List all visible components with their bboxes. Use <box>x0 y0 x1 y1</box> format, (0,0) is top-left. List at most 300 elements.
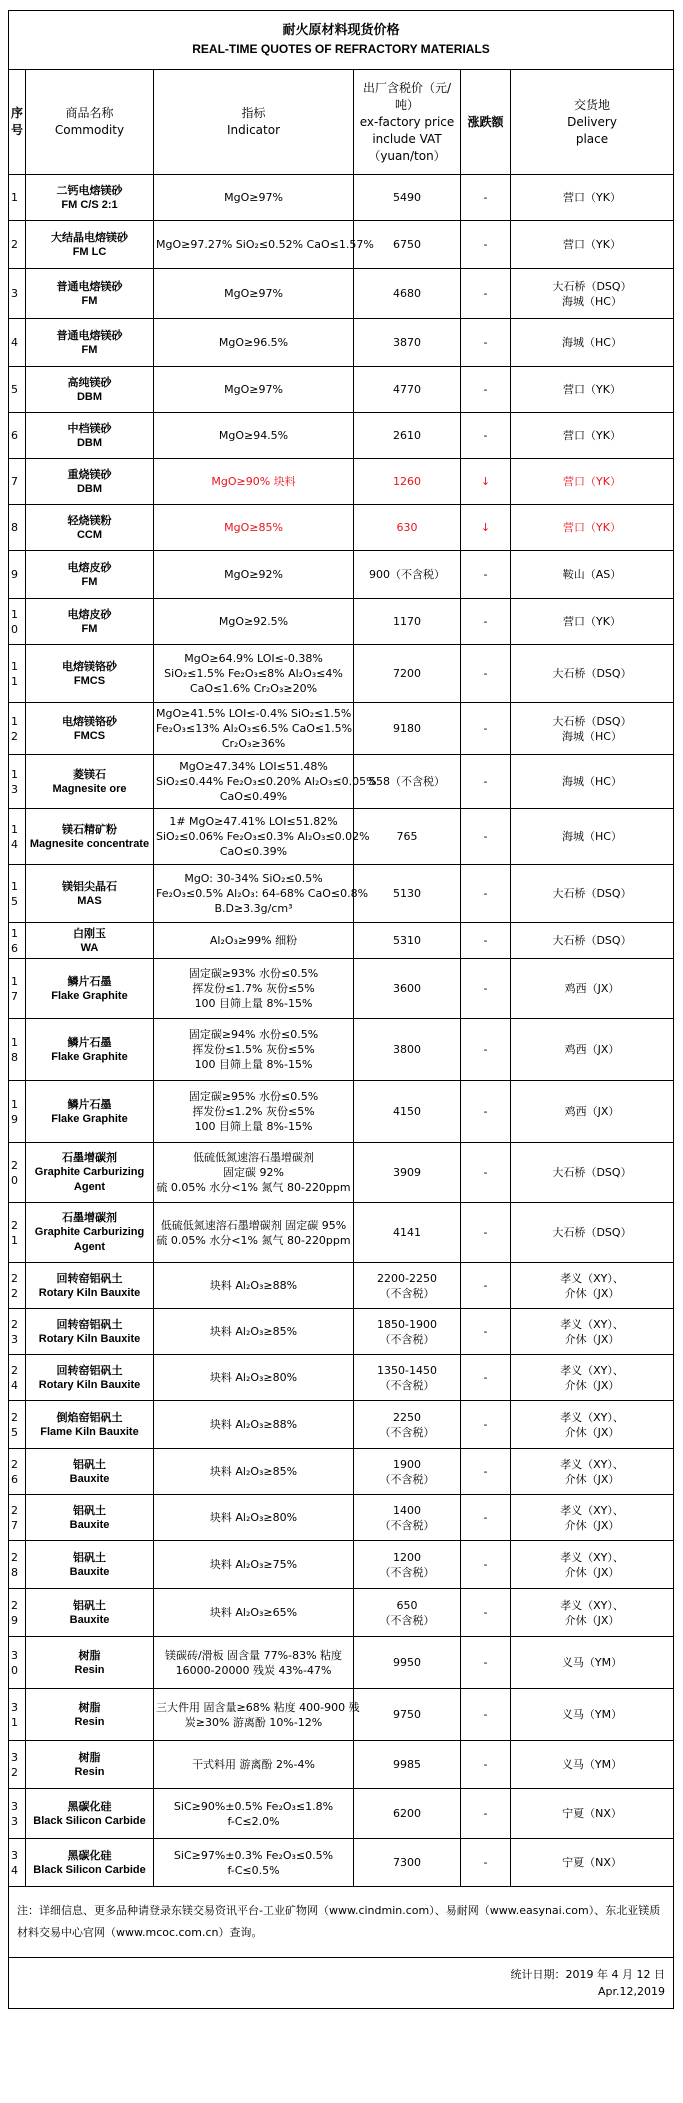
indicator-line: MgO≥97% <box>224 383 283 396</box>
commodity-name-cn: 普通电熔镁砂 <box>56 279 123 293</box>
row-number: 18 <box>9 1019 26 1081</box>
table-row <box>9 703 674 755</box>
row-number: 23 <box>9 1309 26 1355</box>
price-cell <box>354 1839 461 1887</box>
delivery-line: 大石桥（DSQ） <box>552 1166 632 1179</box>
commodity-name-en: Black Silicon Carbide <box>33 1814 146 1827</box>
commodity-cell <box>26 1263 154 1309</box>
price-line: （不含税） <box>379 1332 435 1346</box>
commodity-name-cn: 铝矾土 <box>73 1598 106 1612</box>
commodity-name-en: Graphite Carburizing Agent <box>34 1226 145 1253</box>
delivery-line: 孝义（XY）、 <box>560 1457 624 1471</box>
indicator-cell <box>154 367 354 413</box>
indicator-line: 100 目筛上量 8%-15% <box>194 997 313 1010</box>
indicator-line: 干式料用 游离酚 2%-4% <box>192 1758 315 1771</box>
header-delivery <box>511 70 674 175</box>
commodity-cell <box>26 269 154 319</box>
footer-date-en: Apr.12,2019 <box>598 1985 666 1998</box>
row-number: 31 <box>9 1689 26 1741</box>
indicator-line: 1# MgO≥47.41% LOI≤51.82% <box>169 815 338 828</box>
delivery-cell <box>511 319 674 367</box>
commodity-cell <box>26 1355 154 1401</box>
table-row <box>9 1081 674 1143</box>
commodity-name-cn: 电熔皮砂 <box>67 607 112 621</box>
table-row <box>9 1839 674 1887</box>
commodity-name-en: DBM <box>76 390 103 403</box>
commodity-cell <box>26 1401 154 1449</box>
indicator-line: Fe₂O₃≤0.5% Al₂O₃: 64-68% CaO≤0.8% <box>156 887 369 900</box>
delivery-line: 营口（YK） <box>563 615 621 628</box>
table-row <box>9 1401 674 1449</box>
commodity-name-cn: 电熔皮砂 <box>67 560 112 574</box>
table-row <box>9 1541 674 1589</box>
row-number: 26 <box>9 1449 26 1495</box>
indicator-line: SiC≥97%±0.3% Fe₂O₃≤0.5% <box>173 1848 334 1862</box>
commodity-name-cn: 回转窑铝矾土 <box>56 1271 123 1285</box>
commodity-name-en: Resin <box>74 1765 105 1778</box>
indicator-line: B.D≥3.3g/cm³ <box>214 902 293 915</box>
price-line: 4680 <box>393 287 421 300</box>
header-indicator-en: Indicator <box>226 123 281 137</box>
price-line: （不含税） <box>379 1472 435 1486</box>
indicator-line: Cr₂O₃≥36% <box>221 737 286 750</box>
change-cell: - <box>461 367 511 413</box>
commodity-name-en: MAS <box>77 894 102 907</box>
indicator-line: 100 目筛上量 8%-15% <box>194 1058 313 1071</box>
indicator-line: MgO≥97% <box>224 191 283 204</box>
indicator-cell <box>154 1449 354 1495</box>
table-row <box>9 959 674 1019</box>
row-number: 22 <box>9 1263 26 1309</box>
change-cell: - <box>461 175 511 221</box>
indicator-cell <box>154 221 374 269</box>
indicator-cell <box>154 1143 354 1203</box>
price-line: 1260 <box>393 475 421 488</box>
price-cell <box>354 1689 461 1741</box>
header-price <box>354 70 461 175</box>
delivery-line: 宁夏（NX） <box>562 1807 622 1820</box>
indicator-line: MgO≥85% <box>224 521 283 534</box>
delivery-line: 介休（JX） <box>564 1518 620 1532</box>
header-delivery-en: place <box>575 131 609 146</box>
commodity-name-en: FM LC <box>72 245 107 258</box>
commodity-cell <box>26 959 154 1019</box>
header-price-line: include VAT <box>372 131 442 146</box>
commodity-cell <box>26 703 154 755</box>
change-cell: - <box>461 1637 511 1689</box>
delivery-cell <box>511 413 674 459</box>
footer-date <box>9 1958 674 2009</box>
delivery-cell <box>511 1495 674 1541</box>
header-indicator <box>154 70 354 175</box>
indicator-line: 固定碳 92% <box>223 1166 284 1179</box>
header-commodity-cn: 商品名称 <box>65 106 114 120</box>
indicator-line: MgO≥90% 块料 <box>211 475 296 488</box>
indicator-line: MgO≥97.27% SiO₂≤0.52% CaO≤1.57% <box>156 238 374 251</box>
commodity-name-cn: 树脂 <box>78 1700 101 1714</box>
table-row <box>9 1355 674 1401</box>
commodity-cell <box>26 1495 154 1541</box>
commodity-name-cn: 镁石精矿粉 <box>62 822 117 836</box>
indicator-cell <box>154 1495 354 1541</box>
commodity-name-en: FM <box>81 622 98 635</box>
header-row <box>9 70 674 175</box>
commodity-name-en: Flame Kiln Bauxite <box>40 1425 139 1438</box>
price-line: 3870 <box>393 336 421 349</box>
indicator-cell <box>154 459 354 505</box>
table-title <box>9 11 674 70</box>
indicator-line: 硫 0.05% 水分<1% 氮气 80-220ppm <box>156 1233 351 1247</box>
change-cell: - <box>461 755 511 809</box>
change-cell: - <box>461 1355 511 1401</box>
indicator-line: SiO₂≤1.5% Fe₂O₃≤8% Al₂O₃≤4% <box>164 667 343 680</box>
commodity-cell <box>26 599 154 645</box>
indicator-line: 挥发份≤1.5% 灰份≤5% <box>192 1043 315 1056</box>
delivery-cell <box>511 1839 674 1887</box>
indicator-cell <box>154 755 377 809</box>
commodity-cell <box>26 221 154 269</box>
delivery-line: 大石桥（DSQ） <box>552 279 632 293</box>
table-row <box>9 319 674 367</box>
price-sheet <box>8 10 673 2009</box>
change-cell: - <box>461 1741 511 1789</box>
delivery-cell <box>511 1019 674 1081</box>
commodity-name-cn: 菱镁石 <box>73 767 106 781</box>
commodity-cell <box>26 1839 154 1887</box>
delivery-cell <box>511 599 674 645</box>
change-cell: - <box>461 923 511 959</box>
commodity-cell <box>26 1081 154 1143</box>
indicator-line: f-C≤0.5% <box>227 1863 280 1877</box>
change-cell: - <box>461 269 511 319</box>
commodity-name-en: DBM <box>76 436 103 449</box>
delivery-cell <box>511 1689 674 1741</box>
delivery-line: 鸡西（JX） <box>564 1105 620 1118</box>
price-line: 4770 <box>393 383 421 396</box>
delivery-cell <box>511 551 674 599</box>
delivery-line: 鸡西（JX） <box>564 1043 620 1056</box>
change-cell: ↓ <box>461 505 511 551</box>
indicator-line: 块料 Al₂O₃≥88% <box>209 1279 298 1292</box>
commodity-cell <box>26 1637 154 1689</box>
indicator-line: 块料 Al₂O₃≥85% <box>209 1465 298 1478</box>
indicator-line: MgO: 30-34% SiO₂≤0.5% <box>184 872 323 885</box>
delivery-line: 孝义（XY）、 <box>560 1363 624 1377</box>
row-number: 1 <box>9 175 26 221</box>
table-row <box>9 923 674 959</box>
price-line: 5310 <box>393 934 421 947</box>
delivery-cell <box>511 1541 674 1589</box>
indicator-line: CaO≤0.39% <box>219 845 288 858</box>
price-cell <box>354 1355 461 1401</box>
commodity-name-cn: 电熔镁铬砂 <box>62 714 117 728</box>
price-cell <box>354 413 461 459</box>
commodity-name-en: Bauxite <box>69 1518 110 1531</box>
commodity-cell <box>26 1741 154 1789</box>
row-number: 9 <box>9 551 26 599</box>
indicator-cell <box>154 1741 354 1789</box>
commodity-name-cn: 鳞片石墨 <box>67 1097 112 1111</box>
delivery-line: 介休（JX） <box>564 1286 620 1300</box>
row-number: 3 <box>9 269 26 319</box>
table-row <box>9 221 674 269</box>
commodity-name-en: Resin <box>74 1663 105 1676</box>
indicator-cell <box>154 413 354 459</box>
price-cell <box>354 599 461 645</box>
change-cell: - <box>461 1143 511 1203</box>
indicator-line: 16000-20000 残炭 43%-47% <box>175 1663 332 1677</box>
price-line: 9985 <box>393 1758 421 1771</box>
commodity-name-en: CCM <box>76 528 103 541</box>
price-line: 1350-1450 <box>377 1363 437 1377</box>
indicator-line: SiO₂≤0.44% Fe₂O₃≤0.20% Al₂O₃≤0.05% <box>156 775 377 788</box>
commodity-cell <box>26 923 154 959</box>
indicator-cell <box>154 1589 354 1637</box>
change-cell: - <box>461 1449 511 1495</box>
delivery-cell <box>511 703 674 755</box>
price-line: 6200 <box>393 1807 421 1820</box>
indicator-cell <box>154 599 354 645</box>
indicator-line: 硫 0.05% 水分<1% 氮气 80-220ppm <box>156 1181 351 1194</box>
commodity-name-cn: 鳞片石墨 <box>67 974 112 988</box>
price-line: 7300 <box>393 1856 421 1869</box>
delivery-line: 介休（JX） <box>564 1378 620 1392</box>
commodity-cell <box>26 505 154 551</box>
indicator-line: 低硫低氮速溶石墨增碳剂 固定碳 95% <box>160 1218 347 1232</box>
indicator-line: MgO≥64.9% LOI≤-0.38% <box>184 652 323 665</box>
table-row <box>9 1143 674 1203</box>
commodity-name-en: Graphite Carburizing Agent <box>34 1166 145 1193</box>
row-number: 13 <box>9 755 26 809</box>
change-cell: - <box>461 1019 511 1081</box>
delivery-line: 介休（JX） <box>564 1332 620 1346</box>
price-cell <box>354 1495 461 1541</box>
row-number: 20 <box>9 1143 26 1203</box>
price-cell <box>354 1449 461 1495</box>
price-line: 1850-1900 <box>377 1317 437 1331</box>
indicator-line: 块料 Al₂O₃≥80% <box>209 1371 298 1384</box>
table-row <box>9 1309 674 1355</box>
change-cell: - <box>461 1203 511 1263</box>
indicator-cell <box>154 923 354 959</box>
delivery-line: 营口（YK） <box>563 521 621 534</box>
delivery-line: 义马（YM） <box>561 1758 623 1771</box>
row-number: 28 <box>9 1541 26 1589</box>
delivery-line: 义马（YM） <box>561 1656 623 1669</box>
price-line: 3800 <box>393 1043 421 1056</box>
price-line: 765 <box>396 830 418 843</box>
indicator-cell <box>154 551 354 599</box>
commodity-name-en: Flake Graphite <box>51 1050 128 1063</box>
commodity-name-cn: 石墨增碳剂 <box>62 1211 117 1224</box>
commodity-name-cn: 树脂 <box>78 1750 101 1764</box>
change-cell: - <box>461 865 511 923</box>
commodity-cell <box>26 1143 154 1203</box>
commodity-name-cn: 树脂 <box>78 1648 101 1662</box>
commodity-name-en: DBM <box>76 482 103 495</box>
delivery-cell <box>511 1449 674 1495</box>
price-cell <box>354 367 461 413</box>
commodity-name-cn: 白刚玉 <box>73 926 106 940</box>
delivery-line: 大石桥（DSQ） <box>552 714 632 728</box>
footer-row <box>9 1958 674 2009</box>
delivery-cell <box>511 1789 674 1839</box>
footer-date-cn: 统计日期：2019 年 4 月 12 日 <box>510 1968 666 1981</box>
delivery-line: 孝义（XY）、 <box>560 1271 624 1285</box>
indicator-cell <box>154 809 370 865</box>
price-cell <box>354 755 461 809</box>
price-line: （不含税） <box>379 1378 435 1392</box>
commodity-name-en: Resin <box>74 1715 105 1728</box>
table-row <box>9 1789 674 1839</box>
delivery-cell <box>511 1143 674 1203</box>
commodity-cell <box>26 1689 154 1741</box>
header-seq-label: 序号 <box>11 106 24 137</box>
delivery-line: 介休（JX） <box>564 1565 620 1579</box>
change-cell: - <box>461 1495 511 1541</box>
delivery-cell <box>511 959 674 1019</box>
table-row <box>9 1689 674 1741</box>
commodity-name-en: Bauxite <box>69 1613 110 1626</box>
indicator-cell <box>154 1355 354 1401</box>
commodity-cell <box>26 1789 154 1839</box>
price-line: 7200 <box>393 667 421 680</box>
price-line: （不含税） <box>379 1613 435 1627</box>
change-cell: - <box>461 319 511 367</box>
change-cell: - <box>461 959 511 1019</box>
delivery-cell <box>511 1637 674 1689</box>
delivery-cell <box>511 1309 674 1355</box>
delivery-line: 大石桥（DSQ） <box>552 667 632 680</box>
delivery-cell <box>511 367 674 413</box>
commodity-cell <box>26 645 154 703</box>
change-cell: - <box>461 1839 511 1887</box>
table-row <box>9 809 674 865</box>
price-line: 9180 <box>393 722 421 735</box>
change-cell: - <box>461 809 511 865</box>
commodity-name-cn: 鳞片石墨 <box>67 1035 112 1049</box>
price-cell <box>354 1401 461 1449</box>
delivery-cell <box>511 459 674 505</box>
delivery-line: 介休（JX） <box>564 1425 620 1439</box>
change-cell: - <box>461 1309 511 1355</box>
indicator-cell <box>154 645 354 703</box>
delivery-cell <box>511 1589 674 1637</box>
commodity-name-cn: 普通电熔镁砂 <box>56 328 123 342</box>
table-row <box>9 1741 674 1789</box>
price-cell <box>354 1203 461 1263</box>
price-cell <box>354 959 461 1019</box>
indicator-cell <box>154 505 354 551</box>
delivery-line: 孝义（XY）、 <box>560 1317 624 1331</box>
indicator-line: SiO₂≤0.06% Fe₂O₃≤0.3% Al₂O₃≤0.02% <box>156 830 370 843</box>
price-line: 2610 <box>393 429 421 442</box>
indicator-line: MgO≥92.5% <box>218 615 289 628</box>
header-delivery-cn: 交货地 <box>574 97 611 112</box>
change-cell: - <box>461 1689 511 1741</box>
indicator-cell <box>154 269 354 319</box>
commodity-cell <box>26 367 154 413</box>
price-line: 4141 <box>393 1226 421 1239</box>
header-price-line: （yuan/ton） <box>368 148 446 163</box>
row-number: 29 <box>9 1589 26 1637</box>
price-line: 1200 <box>393 1550 421 1564</box>
delivery-line: 大石桥（DSQ） <box>552 887 632 900</box>
header-commodity-en: Commodity <box>54 123 125 137</box>
price-line: 5130 <box>393 887 421 900</box>
commodity-cell <box>26 755 154 809</box>
price-cell <box>354 645 461 703</box>
commodity-name-en: FM <box>81 343 98 356</box>
delivery-line: 海城（HC） <box>562 775 622 788</box>
price-cell <box>354 1143 461 1203</box>
notes-text: 注：详细信息、更多品种请登录东镁交易资讯平台-工业矿物网（www.cindmin.com）、易耐网（www.easynai.com）、东北亚镁质材料交易中心官网（www.mcoc.com.cn）查询。 <box>9 1887 674 1958</box>
delivery-line: 营口（YK） <box>563 475 621 488</box>
delivery-line: 海城（HC） <box>562 830 622 843</box>
price-line: 6750 <box>393 238 421 251</box>
table-row <box>9 459 674 505</box>
table-row <box>9 1263 674 1309</box>
delivery-cell <box>511 1355 674 1401</box>
indicator-cell <box>154 703 354 755</box>
indicator-line: Fe₂O₃≤13% Al₂O₃≤6.5% CaO≤1.5% <box>156 722 353 735</box>
row-number: 16 <box>9 923 26 959</box>
commodity-name-en: Rotary Kiln Bauxite <box>38 1286 141 1299</box>
change-cell: - <box>461 221 511 269</box>
commodity-name-en: Magnesite concentrate <box>29 837 150 850</box>
commodity-name-en: Flake Graphite <box>51 989 128 1002</box>
delivery-line: 海城（HC） <box>562 729 622 743</box>
price-cell <box>354 269 461 319</box>
commodity-name-cn: 二钙电熔镁砂 <box>56 183 123 197</box>
indicator-cell <box>154 319 354 367</box>
change-cell: - <box>461 599 511 645</box>
row-number: 33 <box>9 1789 26 1839</box>
title-cn: 耐火原材料现货价格 <box>282 23 400 38</box>
commodity-name-cn: 铝矾土 <box>73 1550 106 1564</box>
delivery-cell <box>511 269 674 319</box>
row-number: 25 <box>9 1401 26 1449</box>
price-cell <box>354 1789 461 1839</box>
row-number: 32 <box>9 1741 26 1789</box>
row-number: 2 <box>9 221 26 269</box>
delivery-line: 大石桥（DSQ） <box>552 934 632 947</box>
title-en: REAL-TIME QUOTES OF REFRACTORY MATERIALS <box>192 42 490 56</box>
price-line: 9750 <box>393 1708 421 1721</box>
indicator-line: f-C≤2.0% <box>227 1814 280 1828</box>
row-number: 12 <box>9 703 26 755</box>
commodity-name-en: Bauxite <box>69 1565 110 1578</box>
indicator-cell <box>154 175 354 221</box>
delivery-line: 孝义（XY）、 <box>560 1598 624 1612</box>
change-cell: - <box>461 703 511 755</box>
indicator-cell <box>154 1081 354 1143</box>
commodity-name-cn: 黑碳化硅 <box>67 1799 112 1813</box>
row-number: 21 <box>9 1203 26 1263</box>
price-line: （不含税） <box>379 1518 435 1532</box>
change-cell: - <box>461 413 511 459</box>
indicator-line: 三大件用 固含量≥68% 粘度 400-900 残 <box>156 1700 360 1714</box>
row-number: 24 <box>9 1355 26 1401</box>
commodity-name-cn: 大结晶电熔镁砂 <box>51 230 128 244</box>
table-row <box>9 367 674 413</box>
commodity-name-en: Black Silicon Carbide <box>33 1863 146 1876</box>
indicator-line: 固定碳≥95% 水份≤0.5% <box>188 1090 319 1103</box>
price-cell <box>354 923 461 959</box>
change-cell: - <box>461 551 511 599</box>
price-line: （不含税） <box>379 1425 435 1439</box>
header-commodity <box>26 70 154 175</box>
